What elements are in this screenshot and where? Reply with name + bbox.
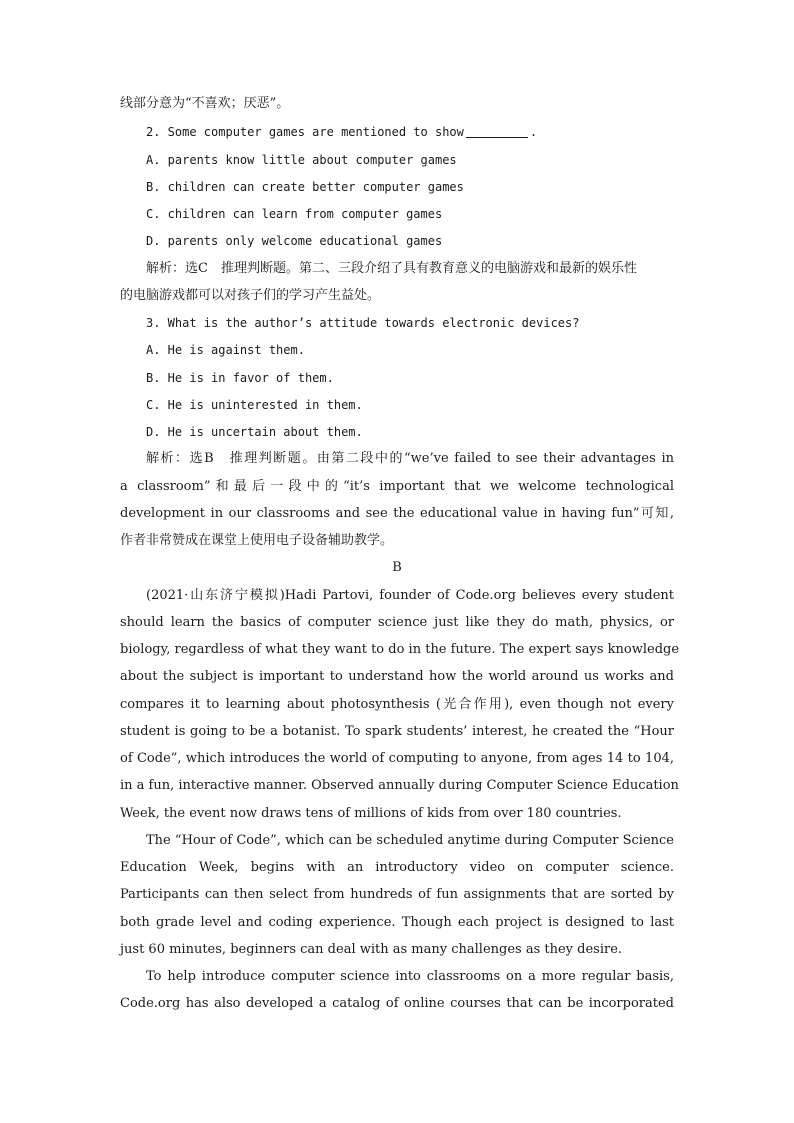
q3-analysis-line-1: 解析：选B 推理判断题。由第二段中的“we’ve failed to see their advantages in [146, 451, 674, 466]
q3-stem: 3. What is the author’s attitude towards electronic devices? [146, 316, 580, 330]
answer-blank [466, 125, 528, 138]
q3-option-d: D. He is uncertain about them. [146, 425, 363, 439]
q2-option-d: D. parents only welcome educational games [146, 234, 443, 248]
q2-stem-text: 2. Some computer games are mentioned to show [146, 125, 464, 139]
p2-line-4: both grade level and coding experience. Though each project is designed to last [120, 915, 674, 930]
q3-analysis-line-2: a classroom”和最后一段中的“it’s important that we welcome technological [120, 479, 674, 494]
q2-analysis-line-1: 解析：选C 推理判断题。第二、三段介绍了具有教育意义的电脑游戏和最新的娱乐性 [146, 261, 637, 276]
q2-option-b: B. children can create better computer games [146, 180, 464, 194]
p1-line-4: about the subject is important to understand how the world around us works and [120, 669, 674, 684]
p1-line-1: (2021·山东济宁模拟)Hadi Partovi, founder of Code.org believes every student [146, 588, 674, 603]
p3-line-2: Code.org has also developed a catalog of online courses that can be incorporated [120, 996, 674, 1011]
p1-line-7: of Code”, which introduces the world of computing to anyone, from ages 14 to 104, [120, 751, 674, 766]
q2-analysis-line-2: 的电脑游戏都可以对孩子们的学习产生益处。 [120, 288, 381, 303]
p1-line-5: compares it to learning about photosynthesis (光合作用), even though not every [120, 697, 674, 712]
p3-line-1: To help introduce computer science into classrooms on a more regular basis, [146, 969, 674, 984]
p2-line-2: Education Week, begins with an introductory video on computer science. [120, 860, 674, 875]
q2-stem [146, 122, 674, 142]
p2-line-3: Participants can then select from hundreds of fun assignments that are sorted by [120, 887, 674, 902]
q3-option-b: B. He is in favor of them. [146, 371, 334, 385]
q3-analysis-line-4: 作者非常赞成在课堂上使用电子设备辅助教学。 [120, 533, 394, 548]
p2-line-1: The “Hour of Code”, which can be scheduled anytime during Computer Science [146, 833, 674, 848]
q3-analysis-line-3: development in our classrooms and see the educational value in having fun”可知, [120, 506, 674, 521]
p1-line-2: should learn the basics of computer science just like they do math, physics, or [120, 615, 674, 630]
section-label: B [392, 560, 402, 575]
p1-line-3: biology, regardless of what they want to do in the future. The expert says knowledge [120, 642, 680, 657]
p1-line-9: Week, the event now draws tens of millions of kids from over 180 countries. [120, 806, 622, 821]
q2-option-a: A. parents know little about computer games [146, 153, 457, 167]
p1-line-6: student is going to be a botanist. To spark students’ interest, he created the “Hour [120, 724, 674, 739]
p1-line-8: in a fun, interactive manner. Observed annually during Computer Science Education [120, 778, 679, 793]
q2-stem-end: . [529, 125, 538, 139]
p2-line-5: just 60 minutes, beginners can deal with as many challenges as they desire. [120, 942, 623, 957]
q3-option-a: A. He is against them. [146, 343, 305, 357]
q1-analysis-tail: 线部分意为“不喜欢；厌恶”。 [120, 96, 290, 111]
q3-option-c: C. He is uninterested in them. [146, 398, 363, 412]
q2-option-c: C. children can learn from computer games [146, 207, 443, 221]
